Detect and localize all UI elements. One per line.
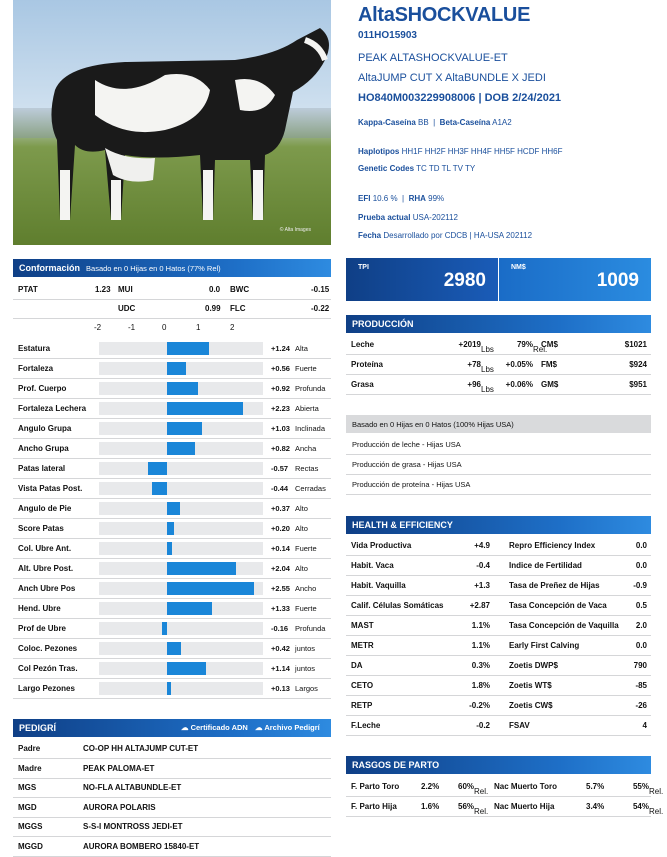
- pedigri-rel: MGD: [18, 802, 37, 812]
- trait-name: Alt. Ubre Post.: [18, 564, 74, 573]
- pedigri-row: [13, 759, 331, 779]
- pedigri-rel: MGS: [18, 783, 37, 792]
- prod-label: Proteína: [351, 360, 384, 369]
- trait-value: +0.37: [271, 504, 290, 513]
- pedigri-row: [13, 739, 331, 759]
- prod-label: Leche: [351, 340, 375, 349]
- archivo-pedigri-link[interactable]: ☁ Archivo Pedigrí: [255, 723, 320, 732]
- trait-name: Patas lateral: [18, 464, 66, 473]
- certificado-adn-link[interactable]: ☁ Certificado ADN: [181, 723, 248, 732]
- health-row: [346, 556, 651, 576]
- pedigri-name[interactable]: CO-OP HH ALTAJUMP CUT-ET: [83, 744, 199, 753]
- conformacion-summary: PTAT 1.23 MUI 0.0 BWC -0.15 UDC 0.99 FLC -0.22: [18, 285, 330, 313]
- parto-value-right: 3.4%: [586, 802, 605, 811]
- trait-desc: Ancho: [295, 584, 317, 593]
- trait-desc: juntos: [295, 644, 316, 653]
- health-value-right: -26: [635, 701, 647, 710]
- pedigri-name[interactable]: NO-FLA ALTABUNDLE-ET: [83, 783, 182, 792]
- fecha-line: Fecha Desarrollado por CDCB | HA-USA 202112: [358, 231, 533, 240]
- health-label: METR: [351, 641, 374, 650]
- trait-desc: Fuerte: [295, 364, 317, 373]
- trait-bar: [167, 542, 172, 555]
- trait-name: Col. Ubre Ant.: [18, 544, 72, 553]
- id-line: HO840M003229908006 | DOB 2/24/2021: [358, 92, 562, 104]
- nm-value: 1009: [596, 270, 639, 291]
- trait-name: Angulo Grupa: [18, 424, 72, 433]
- trait-name: Coloc. Pezones: [18, 644, 78, 653]
- pedigri-row: [13, 778, 331, 798]
- pedigri-rel: Madre: [18, 763, 42, 773]
- trait-desc: Alta: [295, 344, 308, 353]
- health-label: Calif. Células Somáticas: [351, 601, 444, 610]
- health-value-right: 0.5: [635, 601, 647, 610]
- prod-index-value: $924: [629, 360, 647, 369]
- hijas-label: Producción de proteína - Hijas USA: [352, 480, 471, 489]
- trait-bar: [148, 462, 167, 475]
- trait-name: Largo Pezones: [18, 684, 75, 693]
- health-label: MAST: [351, 621, 374, 630]
- trait-bar: [167, 502, 180, 515]
- trait-desc: Alto: [295, 524, 308, 533]
- prod-pct: +0.05%: [505, 360, 533, 369]
- trait-bar: [162, 622, 167, 635]
- health-label: RETP: [351, 701, 373, 710]
- scale-tick: 0: [162, 323, 167, 332]
- trait-bar: [167, 422, 202, 435]
- trait-name: Hend. Ubre: [18, 604, 61, 613]
- parto-rel-right: 54% Rel.: [632, 802, 664, 816]
- trait-bar: [167, 442, 195, 455]
- scale-tick: -2: [94, 323, 102, 332]
- health-value: -0.2: [476, 721, 490, 730]
- trait-row: [13, 339, 331, 359]
- health-label: DA: [351, 661, 363, 670]
- trait-value: -0.16: [271, 624, 289, 633]
- trait-bar: [167, 602, 212, 615]
- trait-value: +2.55: [271, 584, 290, 593]
- health-label: CETO: [351, 681, 374, 690]
- pedigri-row: [13, 837, 331, 857]
- trait-name: Anch Ubre Pos: [18, 584, 76, 593]
- produccion-row: [346, 335, 651, 355]
- health-value: 1.1%: [471, 621, 490, 630]
- trait-value: -0.44: [271, 484, 289, 493]
- prod-value: +2019 Lbs: [458, 340, 494, 354]
- hijas-row: [346, 475, 651, 495]
- health-row: [346, 576, 651, 596]
- pedigri-header: PEDIGRÍ ☁ Certificado ADN ☁ Archivo Pedigrí: [13, 719, 331, 737]
- prod-index-label: GM$: [541, 380, 559, 389]
- trait-value: +1.24: [271, 344, 290, 353]
- trait-desc: Fuerte: [295, 544, 317, 553]
- health-label-right: Indice de Fertilidad: [509, 561, 582, 570]
- trait-value: -0.57: [271, 464, 289, 473]
- health-label-right: Early First Calving: [509, 641, 580, 650]
- health-row: [346, 536, 651, 556]
- trait-row: [13, 479, 331, 499]
- health-value-right: 2.0: [635, 621, 647, 630]
- trait-row: [13, 419, 331, 439]
- trait-bar: [167, 562, 236, 575]
- trait-name: Vista Patas Post.: [18, 484, 83, 493]
- health-value-right: 4: [642, 721, 647, 730]
- scale-tick: -1: [128, 323, 136, 332]
- parto-rel: 56% Rel.: [458, 802, 489, 816]
- parto-row: [346, 797, 664, 817]
- prod-label: Grasa: [351, 380, 374, 389]
- parto-header: RASGOS DE PARTO: [346, 756, 651, 774]
- health-header: HEALTH & EFFICIENCY: [346, 516, 651, 534]
- prod-index-value: $951: [629, 380, 647, 389]
- health-value: +4.9: [474, 541, 490, 550]
- health-label-right: Tasa Concepción de Vaca: [509, 601, 607, 610]
- trait-row: [13, 539, 331, 559]
- pedigri-name[interactable]: S-S-I MONTROSS JEDI-ET: [83, 822, 183, 831]
- haplotypes-line: Haplotipos HH1F HH2F HH3F HH4F HH5F HCDF HH6F: [358, 147, 563, 156]
- trait-desc: Inclinada: [295, 424, 326, 433]
- trait-bar: [152, 482, 167, 495]
- pedigri-name[interactable]: AURORA BOMBERO 15840-ET: [83, 841, 200, 851]
- pedigri-row: [13, 798, 331, 818]
- trait-desc: Cerradas: [295, 484, 326, 493]
- trait-desc: Profunda: [295, 624, 326, 633]
- trait-desc: Rectas: [295, 464, 319, 473]
- trait-name: Fortaleza Lechera: [18, 404, 87, 413]
- trait-row: [13, 359, 331, 379]
- tpi-value: 2980: [443, 270, 486, 291]
- prod-pct: +0.06%: [505, 380, 533, 389]
- parto-value: 1.6%: [421, 802, 440, 811]
- prod-value: +96 Lbs: [467, 380, 494, 394]
- parto-rel-right: 55% Rel.: [632, 782, 664, 796]
- pedigri-rel: MGGD: [18, 841, 43, 851]
- photo-credit: © Alta Images: [279, 227, 311, 233]
- trait-name: Fortaleza: [18, 364, 54, 373]
- parto-value: 2.2%: [421, 782, 440, 791]
- trait-row: [13, 599, 331, 619]
- health-label-right: Zoetis CW$: [509, 701, 553, 710]
- trait-desc: Abierta: [295, 404, 319, 413]
- trait-desc: Profunda: [295, 384, 326, 393]
- trait-bar: [167, 682, 171, 695]
- health-value-right: 0.0: [635, 541, 647, 550]
- trait-name: Angulo de Pie: [18, 504, 72, 513]
- scale-tick: 2: [230, 323, 235, 332]
- prod-pct: 79% Rel.: [516, 340, 548, 354]
- bull-photo: [13, 0, 331, 245]
- trait-row: [13, 679, 331, 699]
- prod-index-label: FM$: [541, 360, 557, 369]
- health-value: -0.4: [476, 561, 490, 570]
- trait-row: [13, 519, 331, 539]
- trait-name: Ancho Grupa: [18, 444, 69, 453]
- produccion-header: PRODUCCIÓN: [346, 315, 651, 333]
- trait-bar: [167, 342, 209, 355]
- trait-value: +1.33: [271, 604, 290, 613]
- health-row: [346, 676, 651, 696]
- trait-name: Col Pezón Tras.: [18, 664, 78, 673]
- parto-label: F. Parto Toro: [351, 782, 400, 791]
- trait-bar: [167, 522, 174, 535]
- trait-name: Prof de Ubre: [18, 624, 67, 633]
- health-row: [346, 656, 651, 676]
- trait-track: [99, 462, 263, 475]
- trait-row: [13, 399, 331, 419]
- trait-row: [13, 639, 331, 659]
- pedigri-rel: MGGS: [18, 822, 43, 831]
- health-label: Habit. Vaca: [351, 561, 394, 570]
- trait-bar: [167, 662, 206, 675]
- hijas-row: [346, 455, 651, 475]
- trait-value: +0.56: [271, 364, 290, 373]
- health-value-right: 0.0: [635, 561, 647, 570]
- trait-row: [13, 579, 331, 599]
- trait-name: Estatura: [18, 344, 51, 353]
- trait-value: +0.92: [271, 384, 290, 393]
- trait-value: +0.42: [271, 644, 290, 653]
- health-label: Habit. Vaquilla: [351, 581, 406, 590]
- health-label: Vida Productiva: [351, 541, 412, 550]
- dna-icon: ☁: [181, 723, 189, 732]
- health-label-right: Tasa de Preñez de Hijas: [509, 581, 600, 590]
- hijas-label: Producción de leche - Hijas USA: [352, 440, 461, 449]
- efi-line: EFI 10.6 % | RHA 99%: [358, 194, 445, 203]
- health-value: 1.8%: [471, 681, 490, 690]
- health-value: -0.2%: [469, 701, 490, 710]
- health-value: 1.1%: [471, 641, 490, 650]
- health-label-right: FSAV: [509, 721, 530, 730]
- health-value: +1.3: [474, 581, 490, 590]
- trait-name: Prof. Cuerpo: [18, 384, 67, 393]
- trait-row: [13, 439, 331, 459]
- hijas-header: Basado en 0 Hijas en 0 Hatos (100% Hijas USA): [346, 415, 651, 433]
- produccion-row: [346, 355, 651, 375]
- tpi-box: TPI 2980: [346, 258, 498, 301]
- trait-name: Score Patas: [18, 524, 64, 533]
- trait-row: [13, 619, 331, 639]
- health-row: [346, 696, 651, 716]
- trait-bar: [167, 582, 254, 595]
- parto-value-right: 5.7%: [586, 782, 605, 791]
- health-value-right: -0.9: [633, 581, 647, 590]
- trait-row: [13, 379, 331, 399]
- trait-value: +2.23: [271, 404, 290, 413]
- scale-tick: 1: [196, 323, 201, 332]
- trait-track: [99, 522, 263, 535]
- trait-bar: [167, 642, 181, 655]
- parto-label: F. Parto Hija: [351, 802, 397, 811]
- health-label-right: Zoetis DWP$: [509, 661, 558, 670]
- pedigri-name[interactable]: AURORA POLARIS: [83, 802, 156, 812]
- pedigri-rel: Padre: [18, 744, 41, 753]
- produccion-row: [346, 375, 651, 395]
- trait-value: +0.14: [271, 544, 290, 553]
- hijas-label: Producción de grasa - Hijas USA: [352, 460, 462, 469]
- health-row: [346, 636, 651, 656]
- trait-bar: [167, 402, 243, 415]
- hijas-row: [346, 435, 651, 455]
- trait-value: +1.14: [271, 664, 290, 673]
- prueba-line: Prueba actual USA-202112: [358, 213, 458, 222]
- trait-bar: [167, 362, 186, 375]
- prod-index-value: $1021: [624, 340, 647, 349]
- trait-row: [13, 459, 331, 479]
- health-value: +2.87: [469, 601, 490, 610]
- trait-desc: Alto: [295, 504, 308, 513]
- trait-row: [13, 659, 331, 679]
- trait-value: +0.13: [271, 684, 290, 693]
- trait-row: [13, 499, 331, 519]
- prod-index-label: CM$: [541, 340, 558, 349]
- cow-illustration: [35, 20, 331, 240]
- trait-track: [99, 502, 263, 515]
- trait-row: [13, 559, 331, 579]
- trait-desc: juntos: [295, 664, 316, 673]
- trait-desc: Largos: [295, 684, 318, 693]
- parto-row: [346, 777, 664, 797]
- pedigri-name[interactable]: PEAK PALOMA-ET: [83, 763, 155, 773]
- nm-box: NM$ 1009: [499, 258, 651, 301]
- trait-desc: Fuerte: [295, 604, 317, 613]
- conformacion-scale: [13, 321, 331, 335]
- health-label: F.Leche: [351, 721, 381, 730]
- trait-track: [99, 622, 263, 635]
- cloud-icon: ☁: [255, 723, 263, 732]
- casein-line: Kappa-Caseína BB | Beta-Caseína A1A2: [358, 118, 512, 127]
- pedigree-line: AltaJUMP CUT X AltaBUNDLE X JEDI: [358, 72, 546, 84]
- parto-label-right: Nac Muerto Toro: [494, 782, 557, 791]
- trait-value: +2.04: [271, 564, 290, 573]
- pedigri-row: [13, 817, 331, 837]
- health-value: 0.3%: [471, 661, 490, 670]
- parto-rel: 60% Rel.: [458, 782, 489, 796]
- health-label-right: Tasa Concepción de Vaquilla: [509, 621, 619, 630]
- health-value-right: -85: [635, 681, 647, 690]
- genetic-codes-line: Genetic Codes TC TD TL TV TY: [358, 164, 476, 173]
- registered-name: PEAK ALTASHOCKVALUE-ET: [358, 52, 508, 64]
- trait-track: [99, 482, 263, 495]
- health-value-right: 790: [633, 661, 647, 670]
- health-row: [346, 616, 651, 636]
- trait-value: +0.20: [271, 524, 290, 533]
- trait-track: [99, 542, 263, 555]
- trait-desc: Ancha: [295, 444, 317, 453]
- health-label-right: Repro Efficiency Index: [509, 541, 596, 550]
- bull-code: 011HO15903: [358, 30, 417, 41]
- parto-label-right: Nac Muerto Hija: [494, 802, 555, 811]
- trait-value: +0.82: [271, 444, 290, 453]
- health-row: [346, 596, 651, 616]
- health-row: [346, 716, 651, 736]
- prod-value: +78 Lbs: [467, 360, 494, 374]
- bull-name: AltaSHOCKVALUE: [358, 4, 531, 26]
- conformacion-header: Conformación Basado en 0 Hijas en 0 Hatos (77% Rel): [13, 259, 331, 277]
- trait-track: [99, 682, 263, 695]
- trait-desc: Alto: [295, 564, 308, 573]
- trait-bar: [167, 382, 198, 395]
- health-value-right: 0.0: [635, 641, 647, 650]
- health-label-right: Zoetis WT$: [509, 681, 552, 690]
- trait-value: +1.03: [271, 424, 290, 433]
